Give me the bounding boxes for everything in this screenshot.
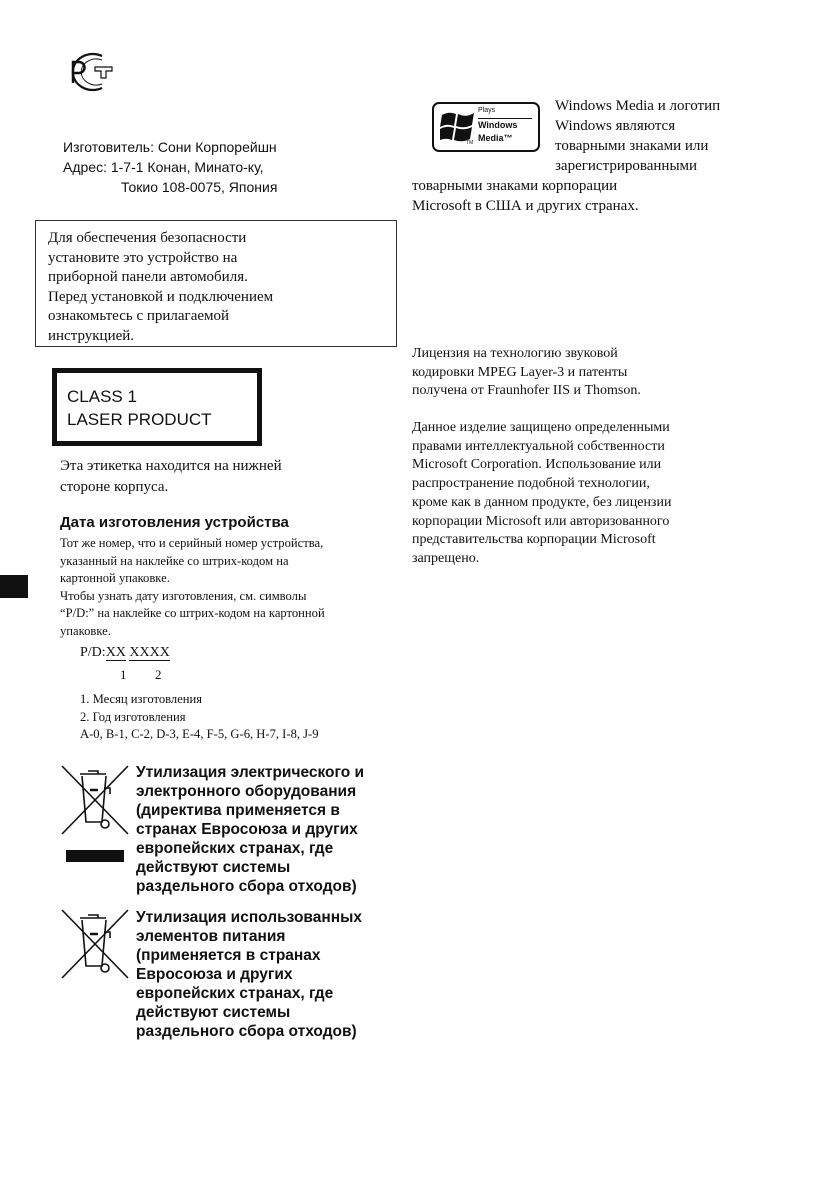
address-line: Токио 108-0075, Япония xyxy=(121,179,278,195)
text-line: A-0, B-1, C-2, D-3, E-4, F-5, G-6, H-7, I-8, J-9 xyxy=(80,727,319,741)
text-line: получена от Fraunhofer IIS и Thomson. xyxy=(412,383,641,399)
text-line: Эта этикетка находится на нижней xyxy=(60,458,282,474)
weee-black-bar xyxy=(66,850,124,862)
text-line: приборной панели автомобиля. xyxy=(48,269,248,285)
text-line: Лицензия на технологию звуковой xyxy=(412,346,618,361)
crossed-bin-battery-icon xyxy=(60,908,130,980)
weee-batteries-text xyxy=(136,908,362,1041)
text-line: картонной упаковке. xyxy=(60,571,170,586)
pd-marker-1: 1 xyxy=(120,667,127,682)
pd-prefix: P/D: xyxy=(80,645,106,660)
text-line: европейских странах, где xyxy=(136,985,334,1002)
text-line: кроме как в данном продукте, без лицензии xyxy=(412,494,672,510)
text-line: “P/D:” на наклейке со штрих-кодом на картонной xyxy=(60,606,325,621)
mpeg-license-text xyxy=(412,345,641,401)
pd-code-diagram xyxy=(80,645,170,661)
text-line: (применяется в странах xyxy=(136,947,321,964)
text-line: Для обеспечения безопасности xyxy=(48,230,247,246)
plays-windows-media-logo xyxy=(432,102,540,152)
text-line: действуют системы xyxy=(136,859,291,876)
text-line: инструкцией. xyxy=(48,327,135,344)
text-line: странах Евросоюза и других xyxy=(136,821,358,838)
label-location-note xyxy=(60,456,282,497)
laser-product-label xyxy=(52,368,262,446)
text-line: указанный на наклейке со штрих-кодом на xyxy=(60,553,289,568)
text-line: Данное изделие защищено определенными xyxy=(412,420,670,435)
crossed-bin-icon xyxy=(60,764,130,836)
text-line: элементов питания xyxy=(136,928,286,945)
text-line: электронного оборудования xyxy=(136,783,357,800)
text-line: Утилизация использованных xyxy=(136,909,362,926)
text-line: Чтобы узнать дату изготовления, см. символы xyxy=(60,588,307,603)
windows-flag-icon xyxy=(440,110,476,144)
text-line: упаковке. xyxy=(60,623,111,638)
text-line: Евросоюза и других xyxy=(136,966,293,983)
pd-month: XX xyxy=(105,645,126,660)
text-line: 1. Месяц изготовления xyxy=(80,692,203,706)
text-line: кодировки MPEG Layer-3 и патенты xyxy=(412,364,628,380)
text-line: 2. Год изготовления xyxy=(80,709,186,724)
text-line: LASER PRODUCT xyxy=(67,410,212,429)
text-line: Перед установкой и подключением xyxy=(48,288,274,305)
section-tab-marker xyxy=(0,575,28,598)
text-line: товарными знаками или xyxy=(555,138,709,154)
text-line: действуют системы xyxy=(136,1004,291,1021)
text-line: Microsoft Corporation. Использование или xyxy=(412,457,662,473)
text-line: установите это устройство на xyxy=(48,249,238,266)
manufacturer-info xyxy=(63,137,277,197)
microsoft-ip-notice xyxy=(412,419,671,569)
safety-notice-box xyxy=(35,220,397,347)
manufacture-date-text xyxy=(60,535,325,641)
logo-windows: Windows xyxy=(478,120,518,130)
pd-legend xyxy=(80,691,319,744)
text-line: представительства корпорации Microsoft xyxy=(412,532,656,548)
text-line: Windows являются xyxy=(555,118,676,134)
text-line: Тот же номер, что и серийный номер устройства, xyxy=(60,536,324,550)
windows-media-trademark-text xyxy=(555,96,720,176)
logo-plays: Plays xyxy=(478,107,496,114)
pd-marker-2: 2 xyxy=(155,667,162,682)
logo-media: Media™ xyxy=(478,133,513,143)
text-line: европейских странах, где xyxy=(136,840,334,857)
windows-media-trademark-text-cont xyxy=(412,176,639,216)
text-line: Microsoft в США и других странах. xyxy=(412,198,639,214)
text-line: зарегистрированными xyxy=(555,158,698,174)
text-line: ознакомьтесь с прилагаемой xyxy=(48,308,230,324)
weee-electrical-text xyxy=(136,763,364,896)
text-line: раздельного сбора отходов) xyxy=(136,878,357,895)
pd-year: XXXX xyxy=(129,645,170,660)
rst-certification-logo xyxy=(62,50,116,94)
text-line: Утилизация электрического и xyxy=(136,764,365,781)
text-line: правами интеллектуальной собственности xyxy=(412,438,665,454)
address-line: Адрес: 1-7-1 Конан, Минато-ку, xyxy=(63,159,264,175)
text-line: стороне корпуса. xyxy=(60,478,169,495)
manufacturer-line: Изготовитель: Сони Корпорейшн xyxy=(63,139,277,155)
text-line: товарными знаками корпорации xyxy=(412,178,618,194)
text-line: запрещено. xyxy=(412,550,480,566)
text-line: корпорации Microsoft или авторизованного xyxy=(412,513,670,529)
manufacture-date-heading: Дата изготовления устройства xyxy=(60,514,289,531)
logo-divider xyxy=(478,118,532,119)
text-line: CLASS 1 xyxy=(67,387,137,406)
text-line: распространение подобной технологии, xyxy=(412,476,650,492)
logo-tm: TM xyxy=(466,140,474,146)
text-line: Windows Media и логотип xyxy=(555,98,721,114)
text-line: (директива применяется в xyxy=(136,802,340,819)
text-line: раздельного сбора отходов) xyxy=(136,1023,357,1040)
